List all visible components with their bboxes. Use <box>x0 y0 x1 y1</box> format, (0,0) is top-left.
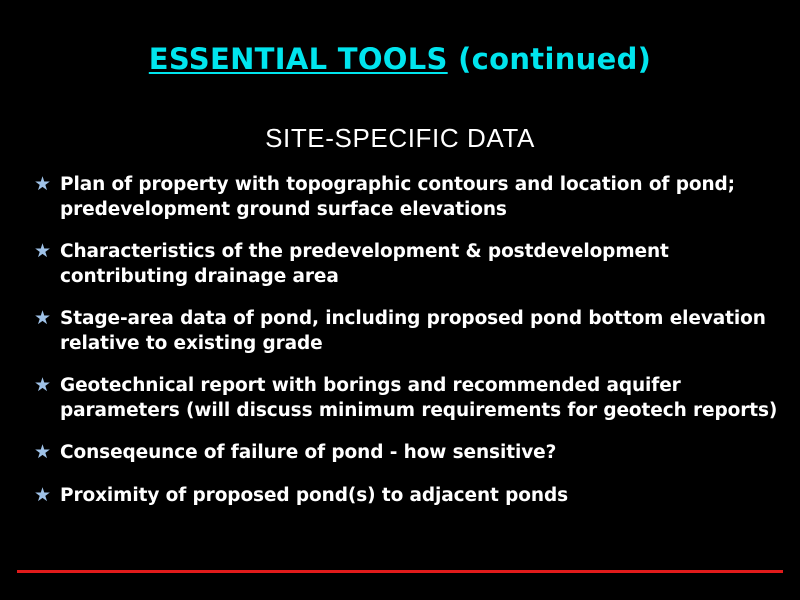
list-item <box>26 172 778 222</box>
list-item <box>26 306 778 356</box>
list-item <box>26 373 778 423</box>
list-item-text: Proximity of proposed pond(s) to adjacent ponds <box>60 485 569 506</box>
star-bullet-icon: ★ <box>34 241 52 262</box>
star-bullet-icon: ★ <box>34 485 52 506</box>
bullet-list <box>26 172 778 526</box>
page-title-main: ESSENTIAL TOOLS <box>148 42 448 76</box>
list-item <box>26 440 778 466</box>
star-bullet-icon: ★ <box>34 375 52 396</box>
page-title <box>0 42 800 76</box>
bottom-divider <box>17 570 783 573</box>
list-item-text: Geotechnical report with borings and recommended aquifer parameters (will discuss minimum requirements for geotech reports) <box>60 375 778 421</box>
page-title-suffix: (continued) <box>447 42 652 76</box>
star-bullet-icon: ★ <box>34 442 52 463</box>
list-item-text: Conseqeunce of failure of pond - how sensitive? <box>60 442 557 463</box>
list-item-text: Characteristics of the predevelopment & postdevelopment contributing drainage area <box>60 241 669 287</box>
page-subtitle: SITE-SPECIFIC DATA <box>265 123 535 153</box>
star-bullet-icon: ★ <box>34 174 52 195</box>
list-item <box>26 239 778 289</box>
star-bullet-icon: ★ <box>34 308 52 329</box>
list-item-text: Plan of property with topographic contours and location of pond; predevelopment ground surface elevations <box>60 174 735 220</box>
list-item-text: Stage-area data of pond, including proposed pond bottom elevation relative to existing grade <box>60 308 766 354</box>
list-item <box>26 483 778 509</box>
